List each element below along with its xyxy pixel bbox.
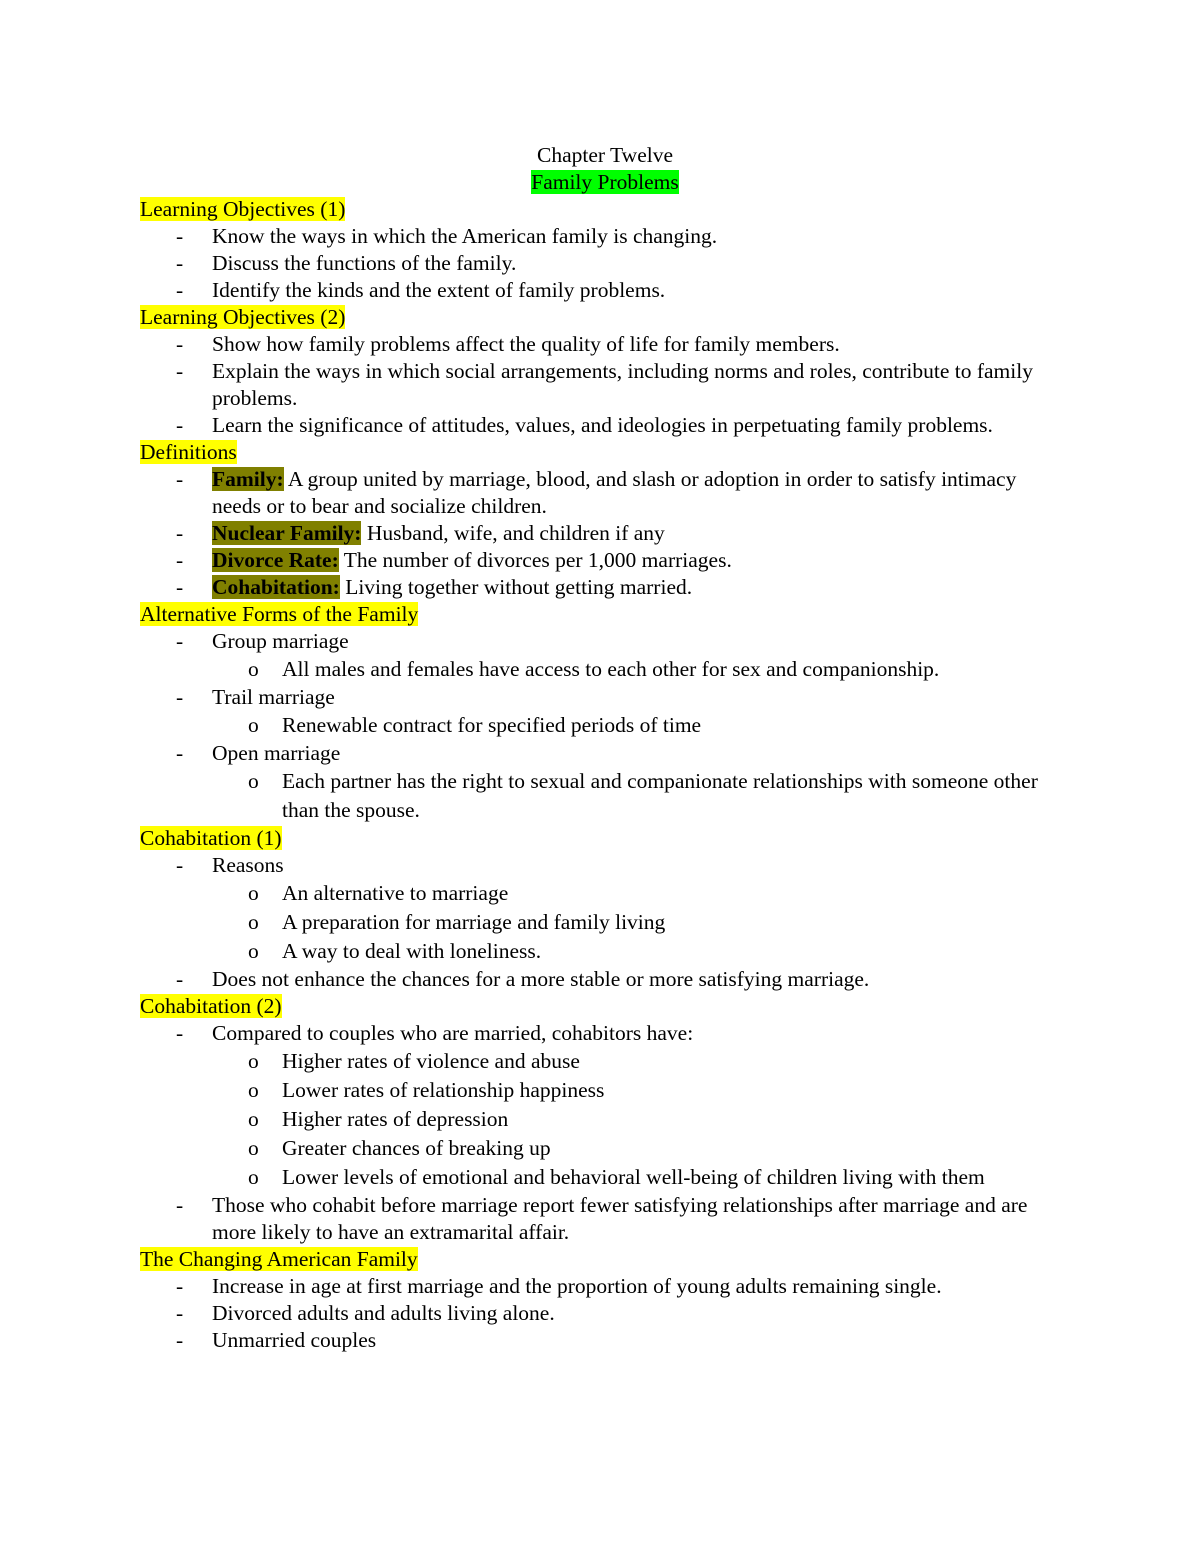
sub-list-item-text: A way to deal with loneliness. <box>282 939 542 963</box>
dash-bullet-icon: - <box>176 467 184 491</box>
section <box>140 439 1070 601</box>
definition-term: Cohabitation: <box>212 575 340 599</box>
definition-text: The number of divorces per 1,000 marriages. <box>338 548 732 572</box>
section-heading: Cohabitation (2) <box>140 994 282 1018</box>
list-item <box>140 331 1070 358</box>
sub-list-item <box>212 908 1070 937</box>
list-item-text: Trail marriage <box>212 685 335 709</box>
sub-bullet-list <box>212 711 1070 740</box>
sub-list-item <box>212 1134 1070 1163</box>
list-item <box>140 966 1070 993</box>
dash-bullet-icon: - <box>176 741 184 765</box>
list-item <box>140 277 1070 304</box>
list-item-text: Compared to couples who are married, cohabitors have: <box>212 1021 694 1045</box>
sub-list-item-text: All males and females have access to each other for sex and companionship. <box>282 657 940 681</box>
list-item <box>140 358 1070 412</box>
circle-bullet-icon: o <box>248 713 259 737</box>
circle-bullet-icon: o <box>248 939 259 963</box>
list-item-text: Divorced adults and adults living alone. <box>212 1301 555 1325</box>
page-subtitle-row <box>140 169 1070 196</box>
section-heading-row <box>140 993 1070 1020</box>
circle-bullet-icon: o <box>248 657 259 681</box>
sub-list-item <box>212 655 1070 684</box>
dash-bullet-icon: - <box>176 359 184 383</box>
list-item-text: Those who cohabit before marriage report fewer satisfying relationships after marriage and are more likely to have an extramarital affair. <box>212 1193 1028 1244</box>
sub-list-item-text: A preparation for marriage and family living <box>282 910 666 934</box>
sub-list-item-text: An alternative to marriage <box>282 881 509 905</box>
sub-list-item <box>212 1047 1070 1076</box>
dash-bullet-icon: - <box>176 278 184 302</box>
circle-bullet-icon: o <box>248 769 259 793</box>
sub-list-item-text: Greater chances of breaking up <box>282 1136 551 1160</box>
list-item <box>140 684 1070 740</box>
list-item <box>140 223 1070 250</box>
dash-bullet-icon: - <box>176 967 184 991</box>
section <box>140 825 1070 993</box>
list-item-text: Does not enhance the chances for a more stable or more satisfying marriage. <box>212 967 870 991</box>
section-heading-row <box>140 1246 1070 1273</box>
dash-bullet-icon: - <box>176 332 184 356</box>
list-item <box>140 412 1070 439</box>
list-item <box>140 852 1070 966</box>
sections-container <box>140 196 1070 1354</box>
section-heading: Learning Objectives (1) <box>140 197 346 221</box>
sub-list-item-text: Higher rates of depression <box>282 1107 509 1131</box>
bullet-list <box>140 331 1070 439</box>
list-item <box>140 1192 1070 1246</box>
section-heading: Alternative Forms of the Family <box>140 602 419 626</box>
dash-bullet-icon: - <box>176 413 184 437</box>
sub-list-item-text: Lower rates of relationship happiness <box>282 1078 605 1102</box>
circle-bullet-icon: o <box>248 1107 259 1131</box>
sub-list-item-text: Renewable contract for specified periods of time <box>282 713 702 737</box>
list-item <box>140 1020 1070 1192</box>
document-body <box>140 142 1070 1354</box>
dash-bullet-icon: - <box>176 548 184 572</box>
section-heading-row <box>140 196 1070 223</box>
dash-bullet-icon: - <box>176 1193 184 1217</box>
sub-list-item <box>212 937 1070 966</box>
list-item <box>140 466 1070 520</box>
list-item <box>140 250 1070 277</box>
section-heading-row <box>140 601 1070 628</box>
circle-bullet-icon: o <box>248 1049 259 1073</box>
list-item-text: Explain the ways in which social arrangements, including norms and roles, contribute to family problems. <box>212 359 1033 410</box>
definition-text: Husband, wife, and children if any <box>361 521 665 545</box>
section-heading-row <box>140 304 1070 331</box>
sub-list-item <box>212 879 1070 908</box>
definition-term: Family: <box>212 467 284 491</box>
section <box>140 196 1070 304</box>
list-item-text: Group marriage <box>212 629 349 653</box>
dash-bullet-icon: - <box>176 224 184 248</box>
list-item <box>140 1300 1070 1327</box>
sub-bullet-list <box>212 1047 1070 1192</box>
section-heading: The Changing American Family <box>140 1247 418 1271</box>
dash-bullet-icon: - <box>176 1301 184 1325</box>
sub-list-item <box>212 1105 1070 1134</box>
dash-bullet-icon: - <box>176 575 184 599</box>
section-heading: Definitions <box>140 440 237 464</box>
bullet-list <box>140 466 1070 601</box>
sub-list-item <box>212 1163 1070 1192</box>
dash-bullet-icon: - <box>176 251 184 275</box>
dash-bullet-icon: - <box>176 1021 184 1045</box>
dash-bullet-icon: - <box>176 1328 184 1352</box>
sub-bullet-list <box>212 655 1070 684</box>
chapter-title: Chapter Twelve <box>536 143 673 167</box>
section <box>140 993 1070 1246</box>
list-item-text: Show how family problems affect the quality of life for family members. <box>212 332 840 356</box>
list-item <box>140 740 1070 825</box>
list-item-text: Increase in age at first marriage and the proportion of young adults remaining single. <box>212 1274 942 1298</box>
dash-bullet-icon: - <box>176 521 184 545</box>
chapter-subtitle: Family Problems <box>531 170 679 194</box>
dash-bullet-icon: - <box>176 853 184 877</box>
circle-bullet-icon: o <box>248 1136 259 1160</box>
list-item-text: Learn the significance of attitudes, values, and ideologies in perpetuating family problems. <box>212 413 993 437</box>
bullet-list <box>140 852 1070 993</box>
bullet-list <box>140 1020 1070 1246</box>
list-item <box>140 520 1070 547</box>
sub-list-item-text: Lower levels of emotional and behavioral well-being of children living with them <box>282 1165 985 1189</box>
circle-bullet-icon: o <box>248 910 259 934</box>
dash-bullet-icon: - <box>176 685 184 709</box>
section-heading: Learning Objectives (2) <box>140 305 346 329</box>
definition-text: A group united by marriage, blood, and slash or adoption in order to satisfy intimacy needs or to bear and socialize children. <box>212 467 1017 518</box>
dash-bullet-icon: - <box>176 629 184 653</box>
definition-term: Nuclear Family: <box>212 521 362 545</box>
section-heading: Cohabitation (1) <box>140 826 282 850</box>
section-heading-row <box>140 439 1070 466</box>
list-item-text: Open marriage <box>212 741 341 765</box>
section <box>140 1246 1070 1354</box>
list-item <box>140 574 1070 601</box>
bullet-list <box>140 223 1070 304</box>
bullet-list <box>140 628 1070 825</box>
list-item <box>140 547 1070 574</box>
list-item-text: Reasons <box>212 853 284 877</box>
circle-bullet-icon: o <box>248 1165 259 1189</box>
sub-list-item <box>212 1076 1070 1105</box>
sub-list-item-text: Higher rates of violence and abuse <box>282 1049 580 1073</box>
sub-bullet-list <box>212 767 1070 825</box>
definition-term: Divorce Rate: <box>212 548 339 572</box>
page-title <box>140 142 1070 169</box>
section <box>140 304 1070 439</box>
sub-list-item <box>212 767 1070 825</box>
list-item <box>140 1327 1070 1354</box>
list-item-text: Identify the kinds and the extent of family problems. <box>212 278 666 302</box>
list-item-text: Unmarried couples <box>212 1328 377 1352</box>
sub-list-item <box>212 711 1070 740</box>
definition-text: Living together without getting married. <box>339 575 693 599</box>
sub-bullet-list <box>212 879 1070 966</box>
list-item-text: Know the ways in which the American family is changing. <box>212 224 718 248</box>
section-heading-row <box>140 825 1070 852</box>
sub-list-item-text: Each partner has the right to sexual and companionate relationships with someone other than the spouse. <box>282 769 1038 822</box>
circle-bullet-icon: o <box>248 881 259 905</box>
list-item-text: Discuss the functions of the family. <box>212 251 517 275</box>
list-item <box>140 1273 1070 1300</box>
circle-bullet-icon: o <box>248 1078 259 1102</box>
section <box>140 601 1070 825</box>
list-item <box>140 628 1070 684</box>
dash-bullet-icon: - <box>176 1274 184 1298</box>
bullet-list <box>140 1273 1070 1354</box>
